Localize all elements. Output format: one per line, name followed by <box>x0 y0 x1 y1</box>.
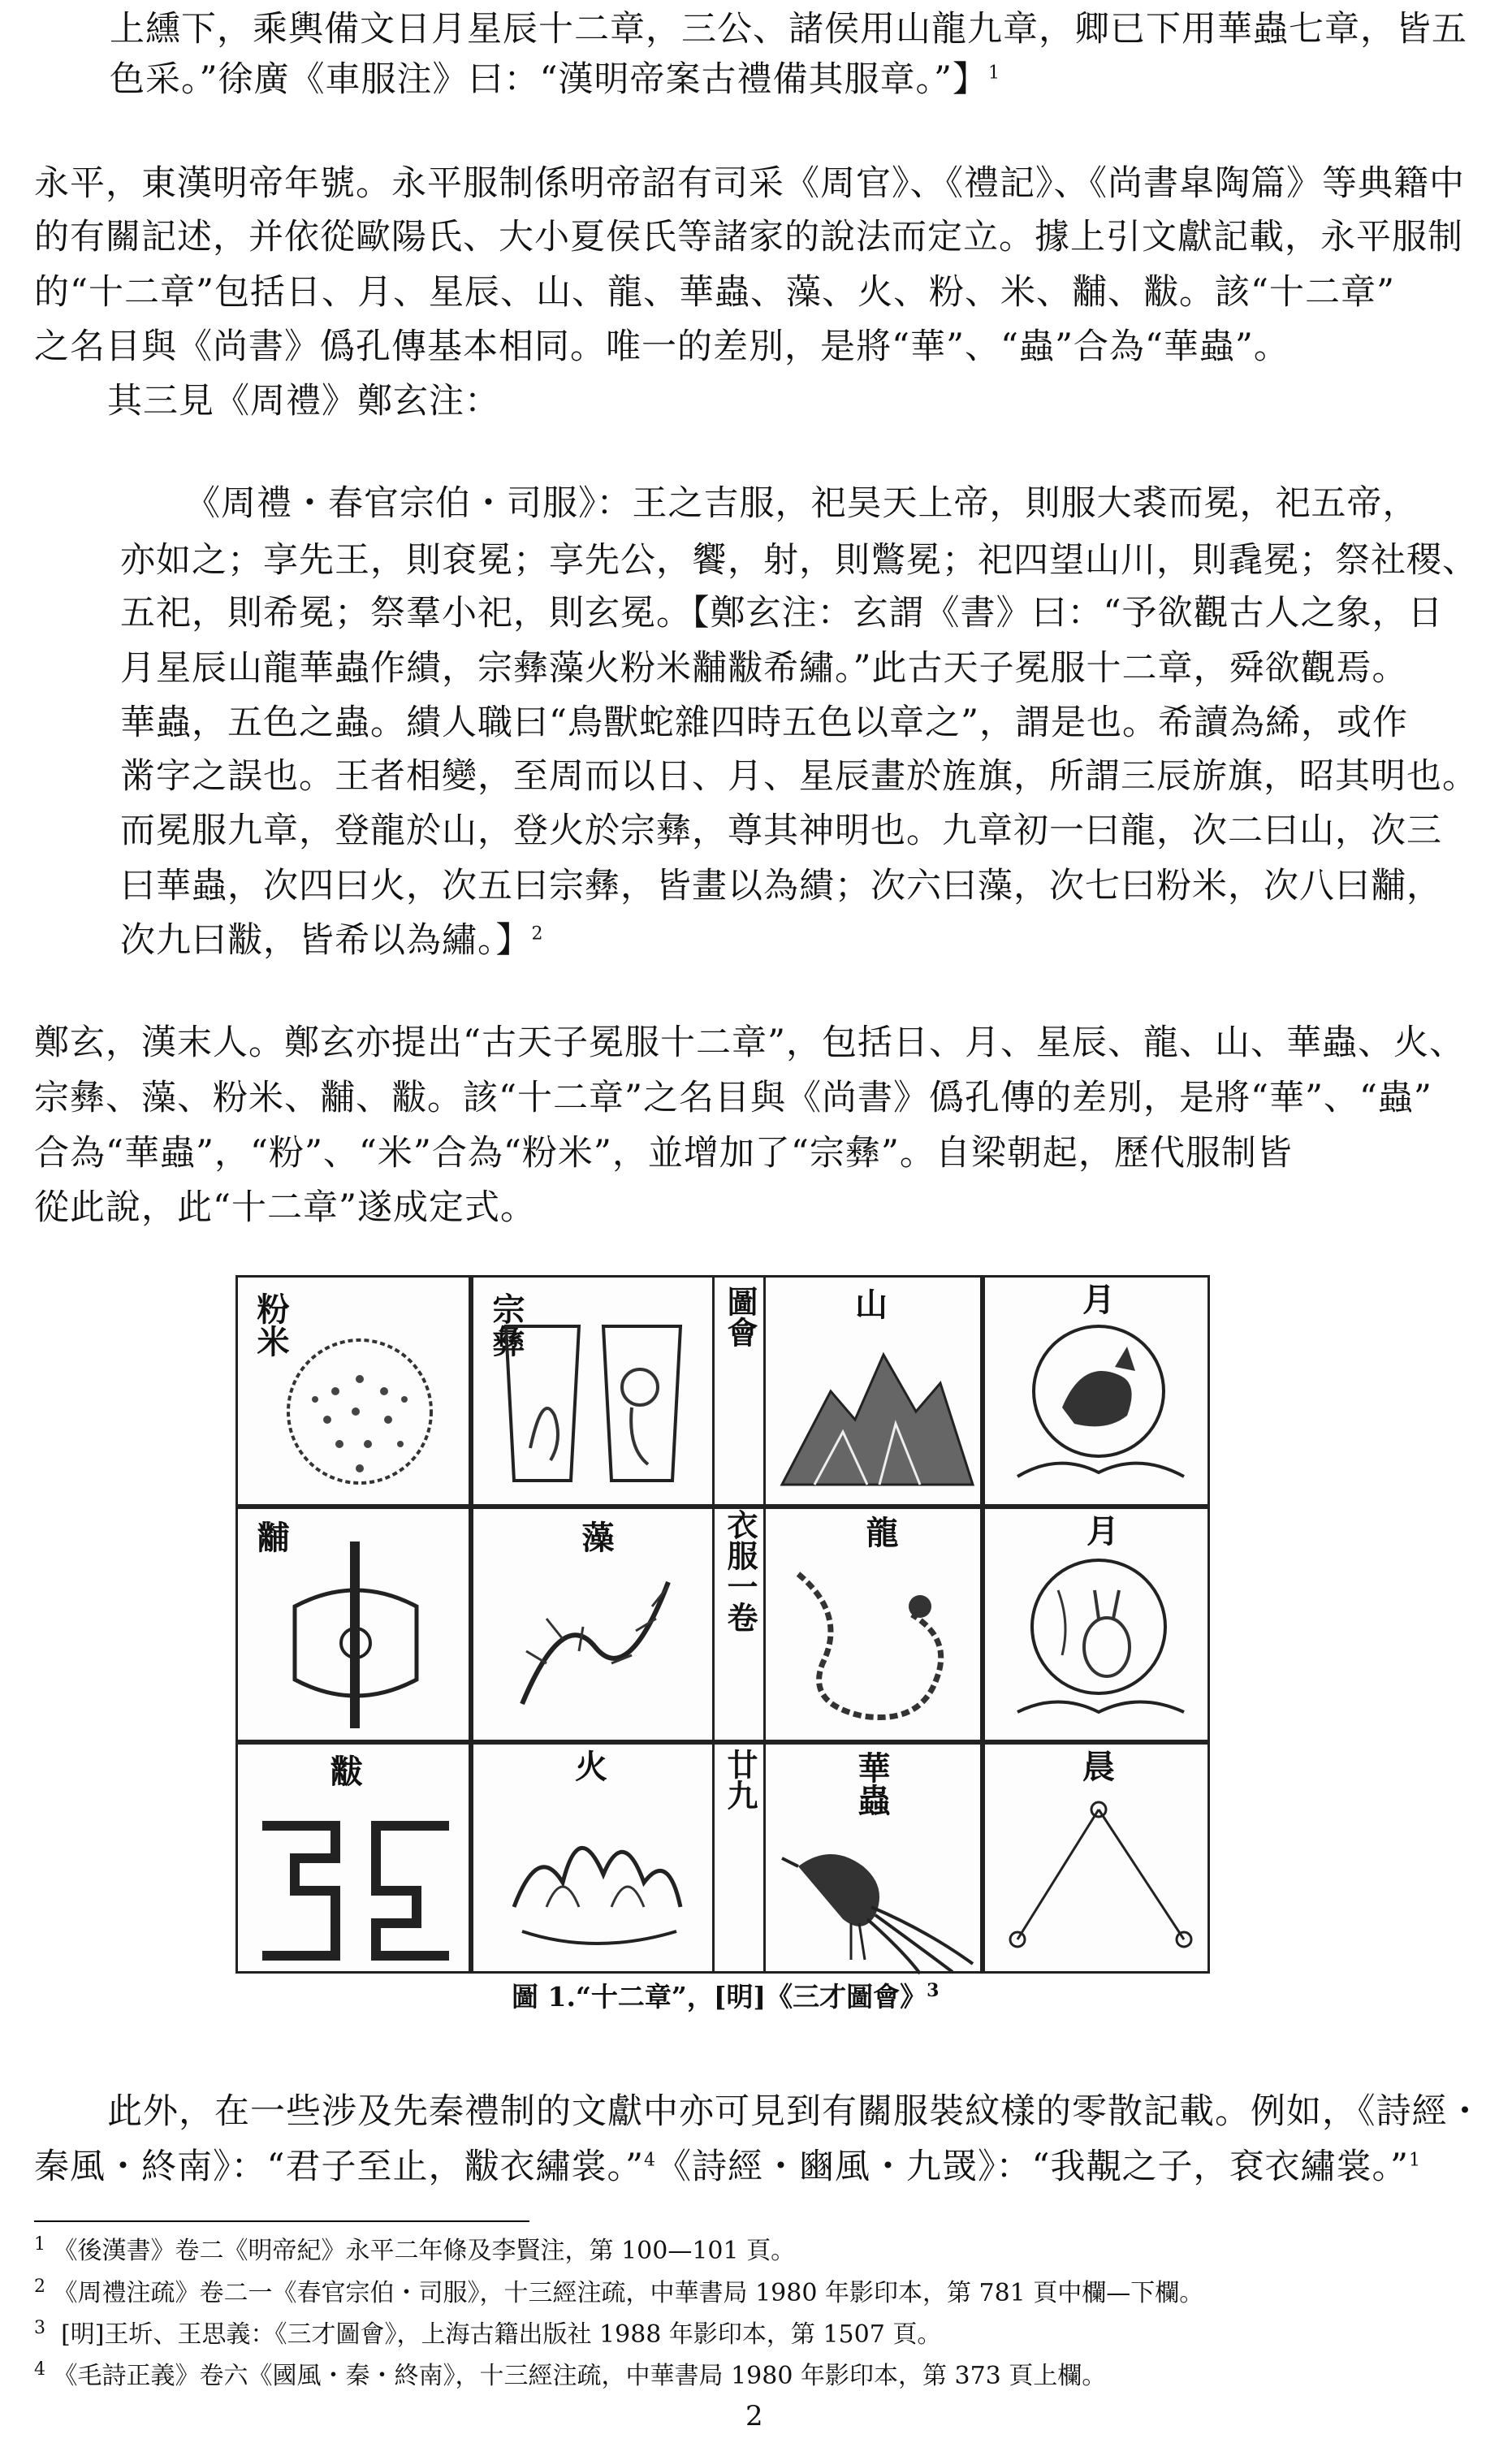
footnote: $^1$ 《後漢書》卷二《明帝紀》永平二年條及李賢注，第 100—101 頁。 <box>34 2234 796 2265</box>
figure-cell-fu2 <box>235 1742 471 1974</box>
quote-line: 《周禮・春官宗伯・司服》：王之吉服，祀昊天上帝，則服大裘而冕，祀五帝， <box>185 483 1419 524</box>
figure-strip-top <box>715 1275 763 1507</box>
cell-label: 月 <box>1086 1512 1119 1550</box>
figure-cell-ri <box>983 1275 1210 1507</box>
text-line: 此外，在一些涉及先秦禮制的文獻中亦可見到有關服裝紋樣的零散記載。例如，《詩經・ <box>107 2091 1484 2132</box>
figure-strip-bottom <box>715 1742 763 1974</box>
footnote: $^2$ 《周禮注疏》卷二一《春官宗伯・司服》，十三經注疏，中華書局 1980 年影印本，第 781 頁中欄—下欄。 <box>34 2277 1204 2307</box>
cell-label: 山 <box>855 1286 888 1324</box>
text-line: 永平，東漢明帝年號。永平服制係明帝詔有司采《周官》、《禮記》、《尚書皐陶篇》等典籍中 <box>34 163 1465 204</box>
footnote-divider <box>34 2220 529 2222</box>
axe-illustration <box>238 1509 473 1745</box>
cell-label: 華蟲 <box>853 1751 891 1816</box>
stars-illustration <box>985 1745 1212 1976</box>
footnote-ref[interactable]: 1 <box>987 63 1000 84</box>
fu-pattern-illustration <box>238 1745 473 1976</box>
dragon-illustration <box>766 1509 985 1745</box>
moon-rabbit-illustration <box>985 1509 1212 1745</box>
cell-label: 黻 <box>325 1754 363 1787</box>
cell-label: 宗彝 <box>487 1292 525 1357</box>
text-line: 合為“華蟲”，“粉”、“米”合為“粉米”，並增加了“宗彝”。自梁朝起，歷代服制皆 <box>34 1133 1293 1174</box>
ritual-vessels-illustration <box>473 1278 717 1509</box>
cell-label: 粉米 <box>252 1292 290 1357</box>
water-weed-illustration <box>473 1509 717 1745</box>
text-line: 從此說，此“十二章”遂成定式。 <box>34 1187 536 1228</box>
quote-line: 亦如之；享先王，則袞冕；享先公，饗，射，則鷩冕；祀四望山川，則毳冕；祭社稷、 <box>120 540 1478 581</box>
text-line: 色采。”徐廣《車服注》曰：“漢明帝案古禮備其服章。”】$^1$ <box>110 59 1000 100</box>
footnote-ref[interactable]: 4 <box>643 2150 656 2171</box>
figure-cell-long <box>763 1507 983 1742</box>
text-line: 上纁下，乘輿備文日月星辰十二章，三公、諸侯用山龍九章，卿已下用華蟲七章，皆五 <box>110 9 1467 50</box>
footnote-ref[interactable]: 1 <box>1408 2150 1421 2171</box>
quote-line: 次九曰黻，皆希以為繡。】$^2$ <box>120 920 544 961</box>
quote-line: 黹字之誤也。王者相變，至周而以日、月、星辰畫於旌旗，所謂三辰旂旗，昭其明也。 <box>120 756 1478 797</box>
text-line: 的有關記述，并依從歐陽氏、大小夏侯氏等諸家的說法而定立。據上引文獻記載，永平服制 <box>34 217 1463 257</box>
cell-label: 藻 <box>577 1520 615 1553</box>
quote-line: 而冕服九章，登龍於山，登火於宗彝，尊其神明也。九章初一曰龍，次二曰山，次三 <box>120 811 1442 851</box>
rice-grains-illustration <box>238 1278 473 1509</box>
text-line: 宗彝、藻、粉米、黼、黻。該“十二章”之名目與《尚書》僞孔傳的差別，是將“華”、“蟲” <box>34 1078 1432 1118</box>
page-number: 2 <box>745 2400 763 2432</box>
footnote: $^3$ [明]王圻、王思義：《三才圖會》，上海古籍出版社 1988 年影印本，第 1507 頁。 <box>34 2318 942 2349</box>
strip-label: 衣服一卷 <box>722 1509 758 1632</box>
fire-illustration <box>473 1745 717 1976</box>
figure-cell-chen <box>983 1742 1210 1974</box>
cell-label: 火 <box>575 1748 607 1786</box>
mountain-illustration <box>766 1278 985 1509</box>
cell-label: 黼 <box>252 1520 290 1553</box>
figure-strip-middle <box>715 1507 763 1742</box>
cell-label: 月 <box>1082 1281 1115 1319</box>
figure-cell-zongyi <box>471 1275 715 1507</box>
quote-line: 曰華蟲，次四曰火，次五曰宗彝，皆畫以為繢；次六曰藻，次七曰粉米，次八曰黼， <box>120 866 1442 906</box>
text-line: 的“十二章”包括日、月、星辰、山、龍、華蟲、藻、火、粉、米、黼、黻。該“十二章” <box>34 272 1395 313</box>
text-line: 其三見《周禮》鄭玄注： <box>107 381 500 422</box>
figure-cell-fu <box>235 1507 471 1742</box>
pheasant-illustration <box>766 1745 985 1976</box>
text-line: 之名目與《尚書》僞孔傳基本相同。唯一的差別，是將“華”、“蟲”合為“華蟲”。 <box>34 326 1290 367</box>
cell-label: 晨 <box>1082 1748 1115 1786</box>
text-line: 鄭玄，漢末人。鄭玄亦提出“古天子冕服十二章”，包括日、月、星辰、龍、山、華蟲、火、 <box>34 1023 1465 1063</box>
twelve-symbols-figure <box>235 1275 1210 1974</box>
figure-cell-huo <box>471 1742 715 1974</box>
figure-caption: 圖 1.“十二章”，[明]《三才圖會》$^3$ <box>512 1980 940 2013</box>
footnote-ref[interactable]: 3 <box>927 1980 940 2001</box>
figure-cell-fenmi <box>235 1275 471 1507</box>
figure-cell-huachong <box>763 1742 983 1974</box>
quote-line: 五祀，則希冕；祭羣小祀，則玄冕。【鄭玄注：玄謂《書》曰：“予欲觀古人之象，日 <box>120 593 1444 633</box>
figure-cell-yue <box>983 1507 1210 1742</box>
quote-line: 月星辰山龍華蟲作繢，宗彝藻火粉米黼黻希繡。”此古天子冕服十二章，舜欲觀焉。 <box>120 648 1408 689</box>
text-line: 秦風・終南》：“君子至止，黻衣繡裳。”$^4$《詩經・豳風・九罭》：“我覯之子，袞衣繡裳。”$^1$ <box>34 2147 1421 2187</box>
figure-cell-shan <box>763 1275 983 1507</box>
quote-line: 華蟲，五色之蟲。繢人職曰“鳥獸蛇雜四時五色以章之”，謂是也。希讀為絺，或作 <box>120 703 1408 743</box>
sun-rooster-illustration <box>985 1278 1212 1509</box>
footnote-ref[interactable]: 2 <box>531 923 544 945</box>
cell-label: 龍 <box>861 1516 899 1548</box>
footnote: $^4$ 《毛詩正義》卷六《國風・秦・終南》，十三經注疏，中華書局 1980 年影印本，第 373 頁上欄。 <box>34 2359 1107 2390</box>
figure-cell-zao <box>471 1507 715 1742</box>
strip-label: 廿九 <box>722 1749 758 1810</box>
strip-label: 圖會 <box>722 1286 758 1347</box>
